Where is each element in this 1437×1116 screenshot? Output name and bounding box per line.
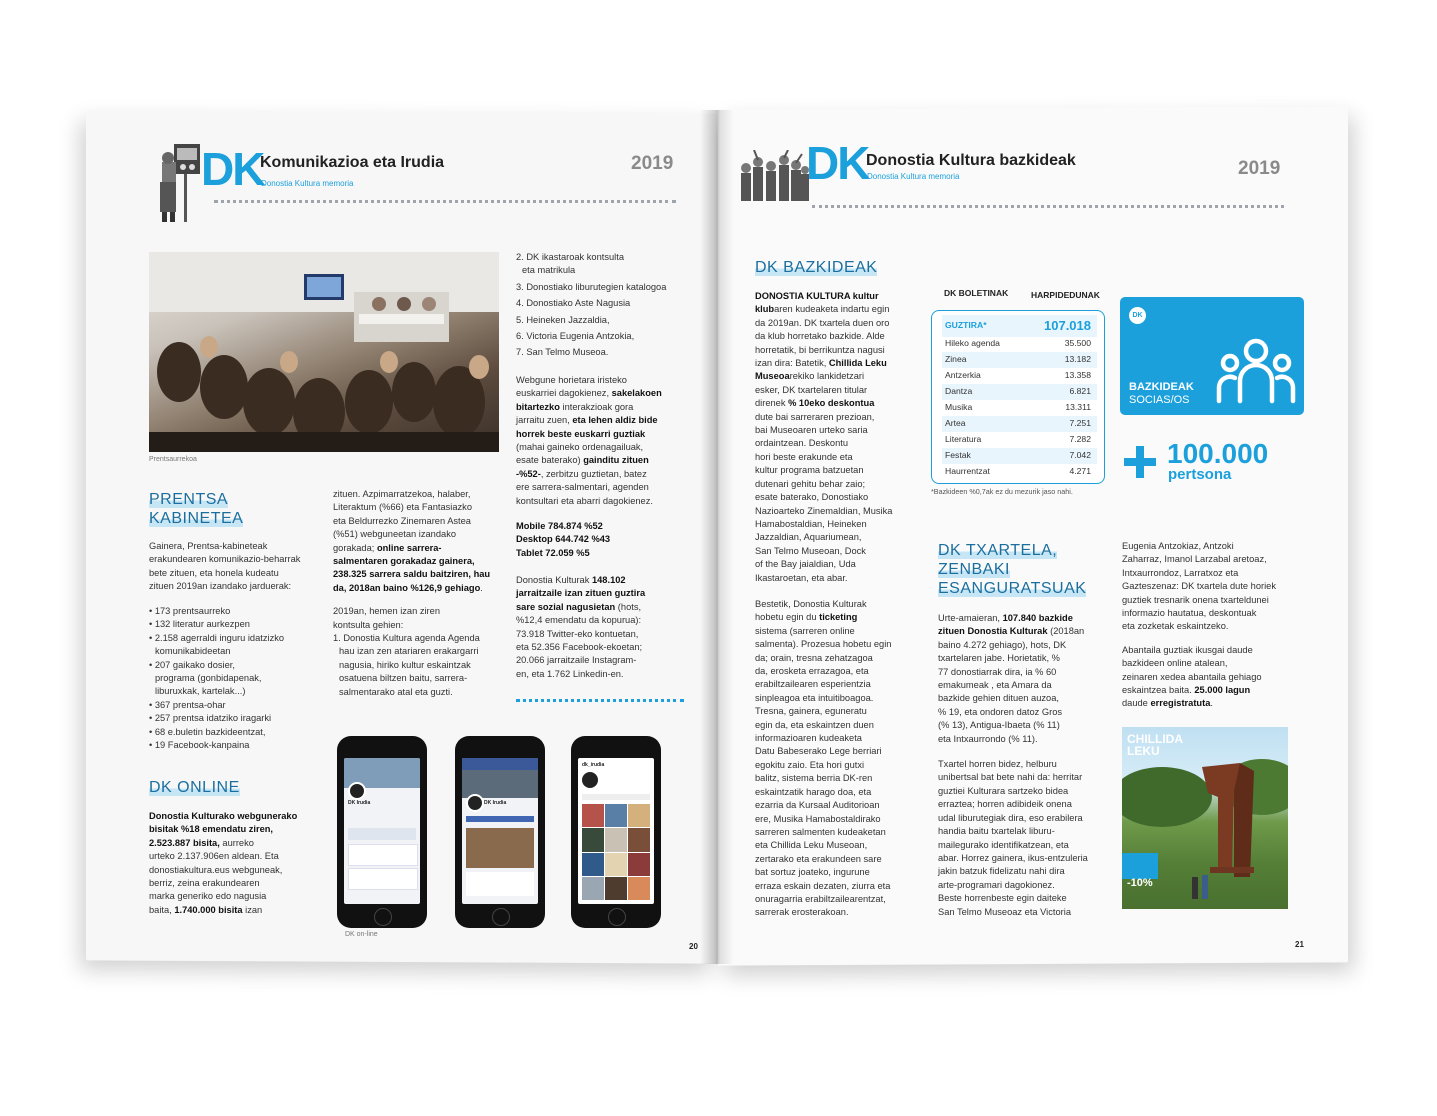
text-line: baita, 1.740.000 bisita izan [149, 904, 263, 915]
text-line: urteko 2.137.906en aldean. Eta [149, 851, 279, 862]
text-line: euskarriei dagokienez, sakelakoen [516, 388, 662, 399]
table-col2-header: HARPIDEDUNAK [1031, 290, 1100, 300]
text-line: sarreren salmenten kudeaketan [755, 826, 886, 837]
text-line: da; orain, tresna zehatzagoa [755, 652, 873, 663]
text-line: Museoarekiko lankidetzari [755, 371, 865, 382]
text-line: salmenta). Prozesua hobetu egin [755, 639, 892, 650]
left-dk-logo: DK [201, 143, 264, 195]
list-item: 5. Heineken Jazzaldia, [516, 314, 610, 325]
table-row: Literatura 7.282 [945, 434, 1091, 444]
text-line: % 19, eta ondoren datoz Gros [938, 706, 1063, 717]
text-line: salmentaren gorakadaz gainera, [333, 556, 475, 567]
text-line: klubaren kudeaketa indartu egin [755, 304, 890, 315]
text-line: informazio hautatua, deskontuak [1122, 608, 1257, 619]
text-line: txartelaren jabe. Horietatik, % [938, 653, 1060, 664]
bazkideak-paragraph [755, 290, 915, 585]
text-line: egokitu zaio. Eta hori gutxi [755, 759, 865, 770]
list-item: • 367 prentsa-ohar [149, 699, 226, 710]
phone-twitter [337, 736, 427, 928]
right-dk-logo: DK [806, 137, 869, 189]
text-line: gorakada; online sarrera- [333, 542, 442, 553]
table-row: Hileko agenda 35.500 [945, 338, 1091, 348]
text-line: Jazzaldian, Aquariumean, [755, 532, 862, 543]
subscribers-table [931, 310, 1105, 484]
list-item: • 2.158 agerraldi inguru idatzizko [149, 632, 285, 643]
left-header-subtitle: Donostia Kultura memoria [261, 179, 354, 188]
text-line: 1. Donostia Kultura agenda Agenda [333, 633, 480, 644]
text-line: 2019an, hemen izan ziren [333, 606, 440, 617]
text-line: jakin batzuk fidelizatu nahi dira [938, 866, 1065, 877]
list-item: programa (gonbidapenak, [155, 673, 262, 684]
phone-facebook [455, 736, 545, 928]
list-item: • 68 e.buletin bazkideentzat, [149, 726, 266, 737]
text-line: DONOSTIA KULTURA kultur [755, 291, 879, 301]
device-mobile: Mobile 784.874 %52 [516, 521, 603, 531]
text-line: dutenari gehitu behar zaio; [755, 478, 866, 489]
table-row: Artea 7.251 [942, 416, 1097, 432]
table-row: Antzerkia 13.358 [945, 370, 1091, 380]
text-line: sinpleagoa eta intuitiboagoa. [755, 692, 874, 703]
text-line: daude erregistratuta. [1122, 698, 1213, 709]
right-header-title: Donostia Kultura bazkideak [866, 152, 1076, 169]
text-line: eta zozketak eskaintzeko. [1122, 621, 1229, 632]
text-line: udal liburutegiak dira, eso erabilera [938, 812, 1083, 823]
list-item: 4. Donostiako Aste Nagusia [516, 298, 631, 309]
text-line: bete zituen, eta honela kudeatu [149, 567, 279, 578]
list-item: liburuxkak, kartelak...) [155, 686, 246, 697]
text-line: sare sozial nagusietan (hots, [516, 601, 642, 612]
text-line: ere, Musika Hamabostaldirako [755, 813, 881, 824]
table-row: Musika 13.311 [945, 402, 1091, 412]
text-line: Intxaurrondoz, Larratxoz eta [1122, 567, 1239, 578]
table-row: Zinea 13.182 [942, 352, 1097, 368]
text-line: balitz, sistema berria DK-ren [755, 773, 873, 784]
text-line: guztiek tresnarik onena txarteldunei [1122, 594, 1269, 605]
text-line: esate baterako) gainditu zituen [516, 455, 649, 466]
text-line: Txartel horren bidez, helburu [938, 759, 1057, 770]
table-total-row: GUZTIRA* 107.018 [942, 315, 1097, 337]
text-line: Donostia Kulturako webgunerako [149, 811, 298, 821]
card-dk-logo: DK [1129, 307, 1146, 324]
phone-profile-name: DK Irudia [484, 800, 507, 806]
plus-number: 100.000 [1167, 438, 1269, 469]
phone-instagram [571, 736, 661, 928]
text-line: guztiei Kulturara sartzeko bidea [938, 785, 1069, 796]
text-line: sarrerak erosterakoan. [755, 907, 849, 918]
text-line: berriz, zeina erakundearen [149, 878, 260, 889]
text-line: Donostia Kulturak 148.102 [516, 575, 626, 585]
card-line1: BAZKIDEAK [1129, 381, 1194, 393]
bazkideak-title: DK BAZKIDEAK [755, 259, 878, 276]
list-item: • 173 prentsaurreko [149, 606, 231, 616]
text-line: jarraitzaile izan zituen guztira [516, 588, 646, 599]
table-row: Festak 7.042 [942, 448, 1097, 464]
text-line: hau izan zen atariaren erakargarri [339, 646, 479, 657]
people-icon [1216, 337, 1296, 410]
phones-caption: DK on-line [345, 931, 378, 938]
text-line: mailegurako identifikatzean, eta [938, 839, 1069, 850]
text-line: Bestetik, Donostia Kulturak [755, 599, 867, 609]
text-line: ere sarrera-salmentari, agenden [516, 482, 649, 493]
text-line: bai Museoaren urteko saria [755, 425, 868, 436]
prentsa-title: PRENTSA KABINETEA [149, 491, 244, 527]
list-item: • 19 Facebook-kanpaina [149, 740, 250, 751]
right-header-subtitle: Donostia Kultura memoria [867, 172, 960, 181]
text-line: en, eta 1.762 Linkedin-en. [516, 668, 624, 679]
bazkideak-card [1120, 297, 1304, 415]
text-line: zituen. Azpimarratzekoa, halaber, [333, 489, 471, 499]
text-line: (% 13), Antigua-Ibaeta (% 11) [938, 720, 1060, 731]
device-tablet: Tablet 72.059 %5 [516, 547, 590, 558]
text-line: eta Beldurrezko Zinemaren Astea [333, 515, 471, 526]
text-line: 238.325 sarrera saldu baitziren, hau [333, 569, 491, 580]
text-line: Ikastaroetan, eta abar. [755, 572, 848, 583]
right-header-illustration [738, 150, 810, 202]
table-col1-header: DK BOLETINAK [944, 288, 1009, 298]
text-line: da klub horretako bazkide. Alde [755, 331, 885, 342]
text-line: egin da, eta eskaintzen duen [755, 719, 874, 730]
online-sales-paragraph [333, 488, 505, 699]
right-header-year: 2019 [1238, 158, 1281, 179]
chillida-poster [1122, 727, 1288, 909]
poster-title: CHILLIDA LEKU [1127, 732, 1183, 758]
benefits-paragraph [1122, 540, 1297, 711]
plus-unit: pertsona [1168, 466, 1232, 483]
text-line: zeinaren xedea abantaila gehiago [1122, 671, 1262, 682]
list-item: eta matrikula [522, 265, 576, 276]
left-page-number: 20 [689, 942, 698, 951]
text-line: bazkideen online atalean, [1122, 658, 1228, 669]
text-line: salmentarako atal eta guzti. [339, 686, 453, 697]
text-line: zertarako eta erakundeen sare [755, 853, 882, 864]
text-line: da, 2018an baino %126,9 gehiago. [333, 582, 483, 593]
text-line: Urte-amaieran, 107.840 bazkide [938, 613, 1073, 623]
text-line: bazkide gehien dituen auzoa, [938, 693, 1059, 704]
text-line: abar. Horrez gainera, ikus-entzuleria [938, 852, 1088, 863]
online-title: DK ONLINE [149, 779, 240, 796]
text-line: handia baitu txartelak liburu- [938, 826, 1055, 837]
poster-discount: -10% [1127, 877, 1153, 889]
list-item: komunikabideetan [155, 646, 231, 657]
table-note: *Bazkideen %0,7ak ez du mezurik jaso nahi. [931, 487, 1073, 496]
text-line: eskaintzea baita. 25.000 lagun [1122, 685, 1251, 696]
text-line: kontsulta gehien: [333, 619, 404, 630]
text-line: baino 4.272 gehiago), hots, DK [938, 639, 1067, 650]
text-line: San Telmo Museoan, Dock [755, 545, 866, 556]
text-line: Gazteszenaz: DK txartela dute horiek [1122, 581, 1276, 592]
text-line: informazioaren kudeaketa [755, 733, 862, 744]
text-line: emakumeak , eta Amara da [938, 680, 1052, 691]
list-item: • 132 literatur aurkezpen [149, 619, 250, 630]
text-line: eta 52.356 Facebook-ekoetan; [516, 642, 643, 653]
left-header-title: Komunikazioa eta Irudia [260, 154, 445, 171]
phone-screen [578, 758, 654, 904]
text-line: esate baterako, Donostiako [755, 492, 869, 503]
text-line: erraza eskain dezaten, ziurra eta [755, 880, 891, 891]
text-line: 73.918 Twitter-eko kontuetan, [516, 628, 639, 639]
text-line: bat sortuz joateko, ingurune [755, 867, 870, 878]
text-line: osatuena biltzen baitu, sarrera- [339, 673, 468, 684]
online-paragraph [149, 810, 319, 917]
card-line2: SOCIAS/OS [1129, 394, 1190, 406]
text-line: %12,4 emendatu da kopurua): [516, 615, 642, 626]
ticketing-paragraph [755, 598, 920, 920]
text-line: nagusia, hiriko kultur eskaintzak [339, 659, 471, 670]
text-line: dute bai sarreraren prezioan, [755, 411, 875, 422]
text-line: Datu Babeserako Lege berriari [755, 746, 882, 757]
text-line: hori beste erakunde eta [755, 451, 853, 462]
text-line: erraztea; horren adibideik onena [938, 799, 1072, 810]
text-line: donostiakultura.eus webguneak, [149, 864, 283, 875]
device-stats [516, 520, 691, 560]
right-header-dots [812, 205, 1284, 208]
text-line: bitartezko interakzioak gora [516, 401, 634, 412]
text-line: -%52-, zerbitzu guztietan, batez [516, 468, 647, 479]
text-line: ordaintzean. Deskontu [755, 438, 849, 449]
text-line: Webgune horietara iristeko [516, 375, 627, 385]
text-line: Zaharraz, Imanol Larzabal aretoaz, [1122, 554, 1267, 565]
text-line: San Telmo Museoaz eta Victoria [938, 906, 1071, 917]
text-line: direnek % 10eko deskontua [755, 398, 875, 409]
text-line: horretatik, bi berrikuntza nagusi [755, 344, 885, 355]
text-line: (mahai gaineko ordenagailuak, [516, 442, 644, 453]
text-line: (%51) webguneetan izandako [333, 529, 457, 540]
list-item: • 207 gaikako dosier, [149, 659, 235, 670]
list-item: 6. Victoria Eugenia Antzokia, [516, 331, 635, 342]
text-line: Beste horrenbeste egin daiteke [938, 893, 1067, 904]
prentsa-intro [149, 540, 319, 594]
prentsa-bullets [149, 605, 319, 752]
text-line: Hamabostaldian, Heineken [755, 518, 867, 529]
text-line: marka generiko edo nagusia [149, 891, 267, 902]
text-line: erakundearen komunikazio-beharrak [149, 554, 301, 565]
left-header-year: 2019 [631, 153, 674, 174]
text-line: bisitak %18 emendatu ziren, [149, 824, 274, 835]
text-line: eskaintzatik harago doa, eta [755, 786, 872, 797]
right-page-number: 21 [1295, 940, 1304, 949]
txartela-title: DK TXARTELA, ZENBAKI ESANGURATSUAK [938, 542, 1087, 597]
list-item: 3. Donostiako liburutegien katalogoa [516, 281, 667, 292]
social-paragraph [516, 574, 696, 681]
press-conference-photo [149, 252, 499, 452]
list-item: 7. San Telmo Museoa. [516, 347, 609, 358]
text-line: horrek beste euskarri guztiak [516, 428, 646, 439]
text-line: eta Chillida Leku Museoan, [755, 840, 868, 851]
left-header-dots [214, 200, 676, 203]
text-line: zituen 2019an izandako jarduerak: [149, 581, 292, 592]
page-gutter [700, 110, 734, 964]
text-line: onuragarria erabiltzailearentzat, [755, 893, 886, 904]
text-line: Nazioarteko Zinemaldian, Musika [755, 505, 893, 516]
text-line: Abantaila guztiak ikusgai daude [1122, 644, 1253, 655]
list-item: 2. DK ikastaroak kontsulta [516, 252, 624, 262]
list-item: • 257 prentsa idatziko iragarki [149, 713, 272, 724]
text-line: zituen Donostia Kulturak (2018an [938, 626, 1085, 637]
plus-icon [1124, 446, 1156, 478]
text-line: da, erosketa errazagoa, eta [755, 666, 869, 677]
text-line: 77 donostiarrak dira, ia % 60 [938, 666, 1057, 677]
text-line: kultur programa batzuetan [755, 465, 864, 476]
phone-profile-name: DK Irudia [348, 800, 371, 806]
photo-caption: Prentsaurrekoa [149, 456, 197, 463]
text-line: unibertsal bat bete nahi da: herritar [938, 772, 1083, 783]
text-line: kontsultari eta abarri dagokienez. [516, 495, 653, 506]
device-desktop: Desktop 644.742 %43 [516, 534, 611, 545]
text-line: ezarria da Kursaal Auditorioan [755, 800, 880, 811]
devices-paragraph [516, 374, 691, 508]
phone-profile-name: dk_irudia [582, 762, 605, 768]
text-line: eta Intxaurrondo (% 11). [938, 733, 1038, 744]
text-line: hobetu egin du ticketing [755, 612, 858, 623]
text-line: Literaktum (%66) eta Fantasiazko [333, 502, 472, 513]
txartela-paragraph [938, 612, 1103, 919]
text-line: Eugenia Antzokiaz, Antzoki [1122, 541, 1234, 551]
text-line: sistema (sarreren online [755, 625, 855, 636]
text-line: 20.066 jarraitzaile Instagram- [516, 655, 637, 666]
text-line: esker, DK txartelaren titular [755, 384, 868, 395]
phone-screen [344, 758, 420, 904]
social-dots [516, 699, 684, 702]
phone-screen [462, 758, 538, 904]
text-line: da 2019an. DK txartela duen oro [755, 317, 890, 328]
left-header-illustration [156, 142, 204, 224]
text-line: 2.523.887 bisita, aurreko [149, 837, 254, 848]
consult-list [516, 251, 691, 360]
text-line: jarraitu zuen, eta lehen aldiz bide [516, 415, 658, 426]
text-line: Tresna, gainera, eguneratu [755, 706, 867, 717]
text-line: arte-programari dagokionez. [938, 879, 1055, 890]
text-line: of the Bay jaialdian, Uda [755, 559, 856, 570]
text-line: izan dira: Batetik, Chillida Leku [755, 358, 887, 369]
text-line: erabiltzailearen esperientzia [755, 679, 871, 690]
text-line: Gainera, Prentsa-kabineteak [149, 541, 268, 551]
table-row: Haurrentzat 4.271 [945, 466, 1091, 476]
table-row: Dantza 6.821 [942, 384, 1097, 400]
